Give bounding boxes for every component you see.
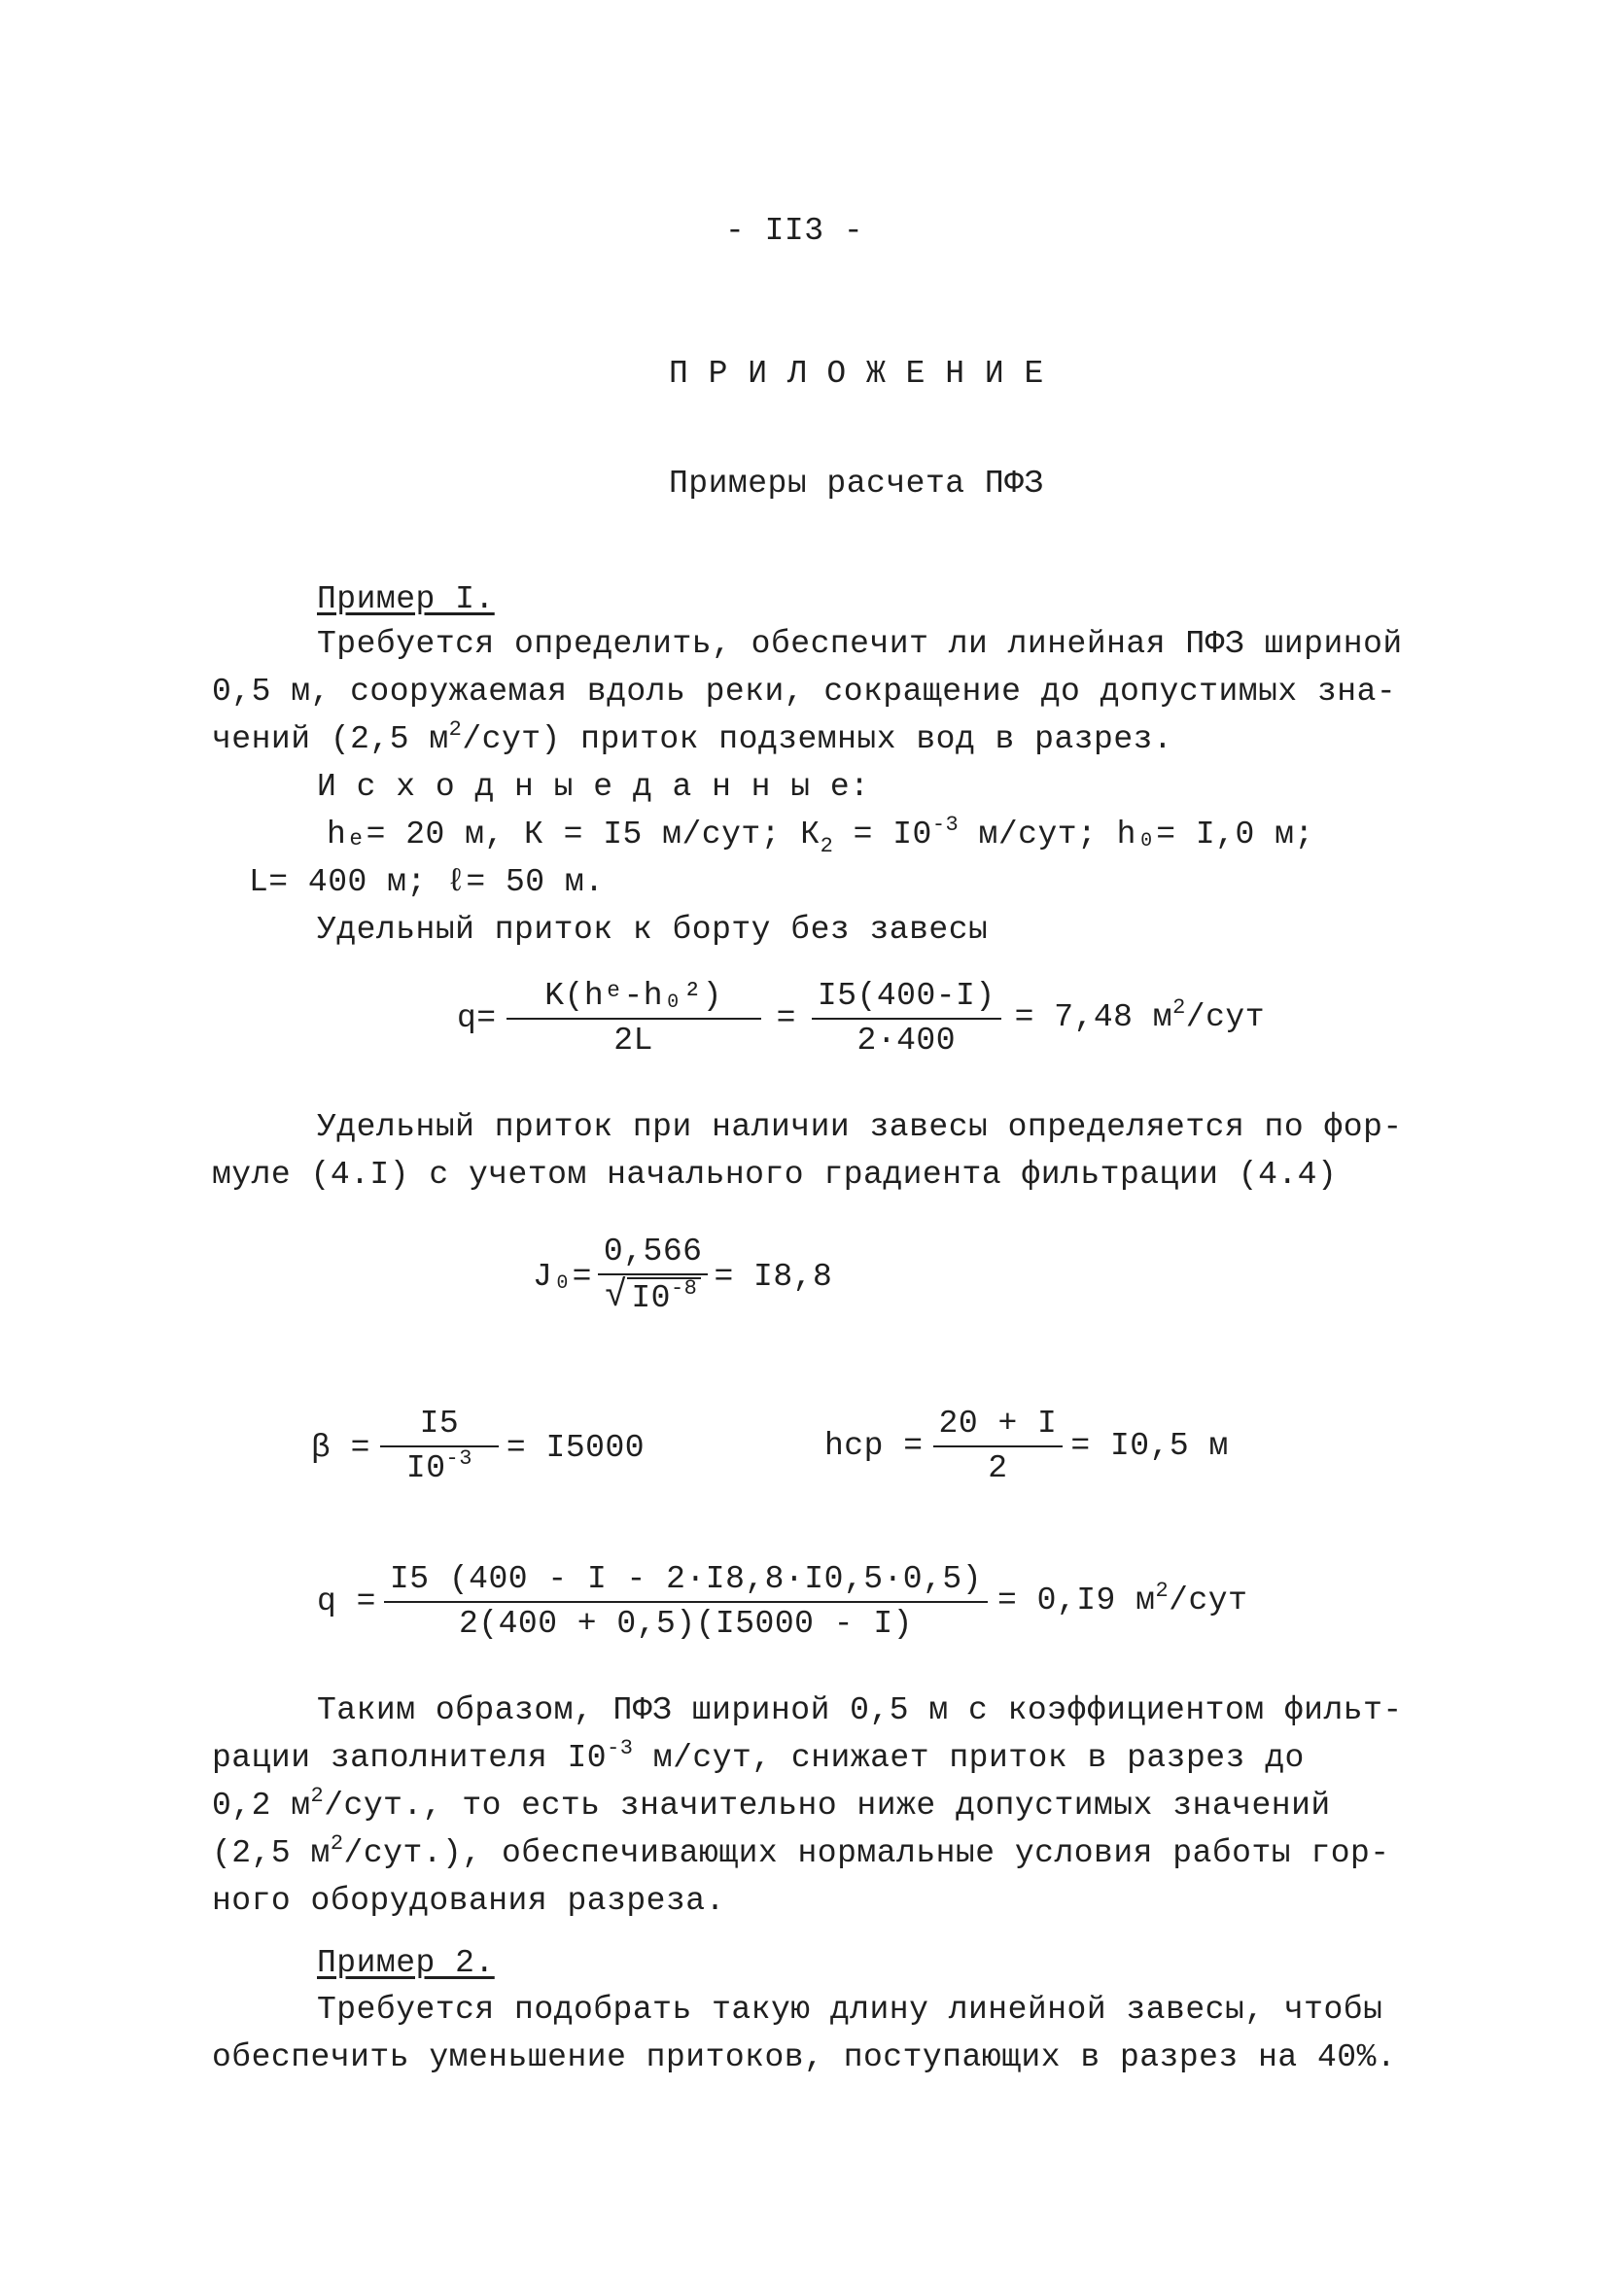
formula-equals: = bbox=[776, 1000, 796, 1036]
conclusion-line5: ного оборудования разреза. bbox=[212, 1883, 725, 1919]
formula-fraction bbox=[933, 1405, 1064, 1488]
formula-denominator-values: 2·400 bbox=[856, 1023, 957, 1059]
formula-result: = I0,5 м bbox=[1070, 1428, 1229, 1464]
formula-fraction bbox=[380, 1405, 499, 1491]
formula-fraction bbox=[598, 1233, 709, 1321]
formula-fraction bbox=[384, 1560, 988, 1644]
formula-lhs: J₀= bbox=[533, 1258, 592, 1295]
formula-mean-head bbox=[824, 1405, 1229, 1488]
formula-numerator: I5 bbox=[380, 1405, 499, 1447]
formula-lhs: β = bbox=[311, 1429, 370, 1466]
example1-para-line3: чений (2,5 $м^2/сут$) приток подземных вод в разрез. bbox=[212, 717, 1173, 757]
formula-fraction bbox=[507, 977, 761, 1061]
formula-result: = I5000 bbox=[506, 1429, 646, 1466]
sqrt-icon: √ $I0^{-8}$ bbox=[605, 1277, 701, 1321]
formula-denominator: $I0^{-3}$ bbox=[405, 1446, 472, 1486]
formula-denominator bbox=[599, 1275, 707, 1321]
formula-initial-gradient bbox=[533, 1233, 832, 1321]
formula-denominator: 2 bbox=[988, 1450, 1008, 1486]
example1-title: Пример I. bbox=[317, 581, 495, 617]
example1-para-line2: 0,5 м, сооружаемая вдоль реки, сокращение до допустимых зна- bbox=[212, 674, 1397, 710]
formula-denominator: 2(400 + 0,5)(I5000 - I) bbox=[458, 1606, 913, 1642]
page-number: - II3 - bbox=[725, 213, 864, 249]
source-data-line2: L= 400 м; ℓ= 50 м. bbox=[249, 864, 605, 900]
formula-inflow-with-curtain bbox=[317, 1560, 1247, 1644]
conclusion-line4: (2,5 $м^2/сут$.), обеспечивающих нормальные условия работы гор- bbox=[212, 1831, 1390, 1871]
with-curtain-line1: Удельный приток при наличии завесы определяется по фор- bbox=[317, 1109, 1403, 1145]
formula-beta bbox=[311, 1405, 645, 1491]
formula-lhs: q = bbox=[317, 1583, 376, 1619]
formula-result: = I8,8 bbox=[714, 1258, 833, 1295]
formula-lhs: hcp = bbox=[824, 1428, 924, 1464]
examples-subheading: Примеры расчета ПФЗ bbox=[669, 466, 1044, 502]
formula-result: = 0,I9 $м^2$/сут bbox=[997, 1578, 1248, 1618]
formula-numerator-values: I5(400-I) bbox=[812, 977, 1001, 1020]
appendix-heading: П Р И Л О Ж Е Н И Е bbox=[669, 356, 1044, 392]
example2-para-line2: обеспечить уменьшение притоков, поступающих в разрез на 40%. bbox=[212, 2039, 1397, 2075]
conclusion-line1: Таким образом, ПФЗ шириной 0,5 м с коэффициентом фильт- bbox=[317, 1692, 1403, 1728]
example2-title: Пример 2. bbox=[317, 1945, 495, 1981]
specific-inflow-label: Удельный приток к борту без завесы bbox=[317, 912, 989, 948]
example1-para-line1: Требуется определить, обеспечит ли линейная ПФЗ шириной bbox=[317, 626, 1403, 662]
formula-denominator: 2L bbox=[613, 1023, 653, 1059]
formula-result: = 7,48 $м^2$/сут bbox=[1014, 994, 1266, 1035]
conclusion-line3: 0,2 $м^2$/сут., то есть значительно ниже допустимых значений bbox=[212, 1784, 1331, 1824]
formula-numerator: I5 (400 - I - 2·I8,8·I0,5·0,5) bbox=[384, 1560, 988, 1603]
conclusion-line2: рации заполнителя $I0^{-3}$ м/сут, снижает приток в разрез до bbox=[212, 1736, 1305, 1776]
formula-lhs: q= bbox=[457, 1000, 497, 1036]
example2-para-line1: Требуется подобрать такую длину линейной завесы, чтобы bbox=[317, 1992, 1383, 2028]
source-data-label: И с х о д н ы е д а н н ы е: bbox=[317, 769, 870, 805]
source-data-line1: hₑ= 20 м, К = I5 м/сут; $К_2 = I0^{-3}$ м/сут; h₀= I,0 м; bbox=[327, 813, 1314, 858]
formula-inflow-no-curtain bbox=[457, 977, 1265, 1061]
formula-fraction-values bbox=[812, 977, 1001, 1061]
with-curtain-line2: муле (4.I) с учетом начального градиента фильтрации (4.4) bbox=[212, 1157, 1338, 1193]
formula-numerator: 20 + I bbox=[933, 1405, 1064, 1447]
formula-numerator: 0,566 bbox=[598, 1233, 709, 1275]
formula-numerator: K(hᵉ-h₀²) bbox=[507, 977, 761, 1020]
